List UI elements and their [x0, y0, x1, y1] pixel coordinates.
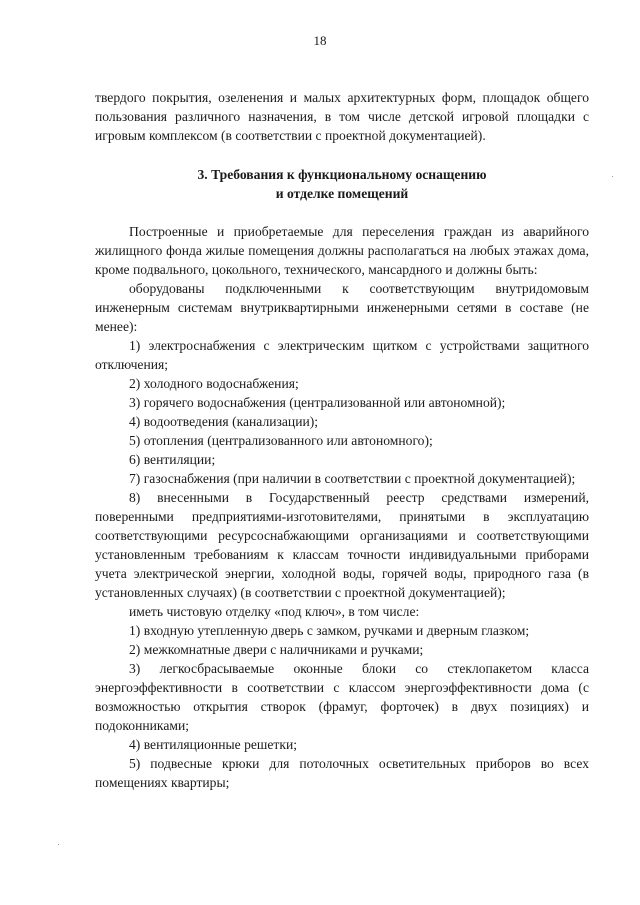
- section-title-line-1: 3. Требования к функциональному оснащению: [197, 167, 487, 182]
- document-body: [95, 88, 589, 792]
- list-item: 5) подвесные крюки для потолочных осветительных приборов во всех помещениях квартиры;: [95, 756, 589, 790]
- list-item: 2) межкомнатные двери с наличниками и ручками;: [129, 642, 424, 657]
- page-number: 18: [313, 33, 327, 48]
- list-item: 4) вентиляционные решетки;: [129, 737, 298, 752]
- list-item: 1) входную утепленную дверь с замком, ручками и дверным глазком;: [129, 623, 530, 638]
- paragraph: оборудованы подключенными к соответствующим внутридомовым инженерным системам внутриквартирными инженерными сетями в составе (не менее):: [95, 281, 589, 334]
- section-heading: [95, 165, 589, 203]
- list-item: 6) вентиляции;: [129, 452, 216, 467]
- list-item: 8) внесенными в Государственный реестр средствами измерений, поверенными предприятиями-изготовителями, принятыми в эксплуатацию соответствующими ресурсоснабжающими организациями и соответствующими установленным требованиям к классам точности индивидуальными приборами учета электрической энергии, холодной воды, горячей воды, природного газа (в установленных случаях) (в соответствии с проектной документацией);: [95, 490, 589, 600]
- intro-paragraph: твердого покрытия, озеленения и малых архитектурных форм, площадок общего пользования различного назначения, в том числе детской игровой площадки с игровым комплексом (в соответствии с проектной документацией).: [95, 90, 589, 143]
- paragraph: иметь чистовую отделку «под ключ», в том числе:: [129, 604, 420, 619]
- scan-speck: [612, 176, 613, 177]
- list-item: 3) горячего водоснабжения (централизованной или автономной);: [129, 395, 506, 410]
- list-item: 7) газоснабжения (при наличии в соответствии с проектной документацией);: [129, 471, 576, 486]
- list-item: 2) холодного водоснабжения;: [129, 376, 299, 391]
- list-item: 1) электроснабжения с электрическим щитком с устройствами защитного отключения;: [95, 338, 589, 372]
- list-item: 5) отопления (централизованного или автономного);: [129, 433, 433, 448]
- paragraph: Построенные и приобретаемые для переселения граждан из аварийного жилищного фонда жилые помещения должны располагаться на любых этажах дома, кроме подвального, цокольного, технического, мансардного и должны быть:: [95, 224, 589, 277]
- list-item: 3) легкосбрасываемые оконные блоки со стеклопакетом класса энергоэффективности в соответствии с классом энергоэффективности дома (с возможностью открытия створок (фрамуг, форточек) в двух позициях) и подоконниками;: [95, 661, 589, 733]
- scan-speck: [58, 844, 59, 845]
- section-title-line-2: и отделке помещений: [275, 186, 409, 201]
- list-item: 4) водоотведения (канализации);: [129, 414, 319, 429]
